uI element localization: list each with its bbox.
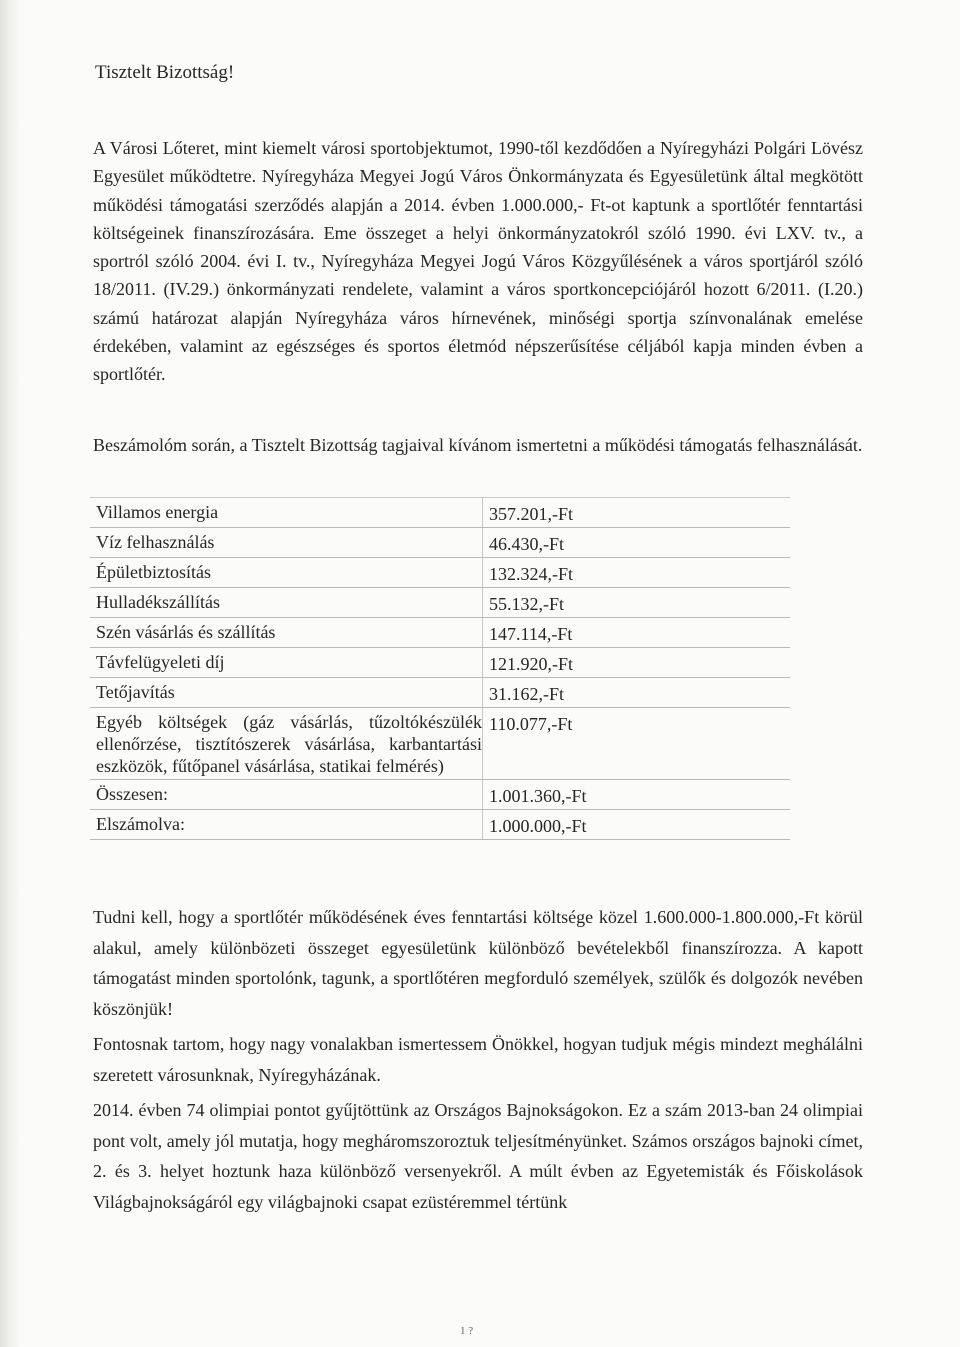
page-number: 1 ? [460,1325,474,1337]
cost-row [90,678,790,708]
cost-item: Egyéb költségek (gáz vásárlás, tűzoltókészülék ellenőrzése, tisztítószerek vásárlása, karbantartási eszközök, fűtőpanel vásárlása, statikai felmérés) [96,712,482,776]
settled-label: Elszámolva: [96,814,185,834]
cost-amount: 132.324,-Ft [482,558,573,587]
total-label: Összesen: [96,784,168,804]
settled-amount: 1.000.000,-Ft [482,810,587,839]
report-paragraph: Beszámolóm során, a Tisztelt Bizottság tagjaival kívánom ismertetni a működési támogatás felhasználását. [93,435,863,455]
closing-paragraph: 2014. évben 74 olimpiai pontot gyűjtöttünk az Országos Bajnokságokon. Ez a szám 2013-ban 24 olimpiai pont volt, amely jól mutatja, hogy megháromszoroztuk teljesítményünket. Számos országos bajnoki címet, 2. és 3. helyet hoztunk haza különböző versenyekről. A múlt évben az Egyetemisták és Főiskolások Világbajnokságáról egy világbajnoki csapat ezüstéremmel tértünk [93,1100,863,1212]
cost-table [90,497,790,840]
cost-amount: 121.920,-Ft [482,648,573,677]
intro-paragraph: A Városi Lőteret, mint kiemelt városi sportobjektumot, 1990-től kezdődően a Nyíregyházi Polgári Lövész Egyesület működtetre. Nyíregyháza Megyei Jogú Város Önkormányzata és Egyesületünk által megkötött működési támogatási szerződés alapján a 2014. évben 1.000.000,- Ft-ot kaptunk a sportlőtér fenntartási költségeinek finanszírozására. Eme összeget a helyi önkormányzatokról szóló 1990. évi LXV. tv., a sportról szóló 2004. évi I. tv., Nyíregyháza Megyei Jogú Város Közgyűlésének a város sportjáról szóló 18/2011. (IV.29.) önkormányzati rendelete, valamint a város sportkoncepciójáról hozott 6/2011. (I.20.) számú határozat alapján Nyíregyháza város hírnevének, minőségi sportja színvonalának emelése érdekében, valamint az egészséges és sportos életmód népszerűsítése céljából kapja minden évben a sportlőtér. [93,138,863,385]
cost-amount: 147.114,-Ft [482,618,572,647]
cost-row [90,618,790,648]
cost-item: Tetőjavítás [96,682,175,702]
cost-row [90,588,790,618]
cost-amount: 357.201,-Ft [482,498,573,527]
cost-item: Villamos energia [96,502,219,522]
cost-item: Szén vásárlás és szállítás [96,622,276,642]
cost-item: Épületbiztosítás [96,562,211,582]
cost-amount: 110.077,-Ft [482,708,572,779]
cost-row [90,528,790,558]
cost-row [90,558,790,588]
total-amount: 1.001.360,-Ft [482,780,587,809]
cost-row [90,497,790,528]
total-row [90,780,790,810]
scan-shadow [0,0,22,1347]
cost-item: Víz felhasználás [96,532,215,552]
closing-paragraph: Tudni kell, hogy a sportlőtér működésének éves fenntartási költsége közel 1.600.000-1.800.000,-Ft körül alakul, amely különbözeti összeget egyesületünk különböző bevételekből finanszírozza. A kapott támogatást minden sportolónk, tagunk, a sportlőtéren megforduló személyek, szülők és dolgozók nevében köszönjük! [93,907,863,1019]
settled-row [90,810,790,840]
closing-paragraph: Fontosnak tartom, hogy nagy vonalakban ismertessem Önökkel, hogyan tudjuk mégis mindezt meghálálni szeretett városunknak, Nyíregyházának. [93,1034,863,1085]
cost-amount: 55.132,-Ft [482,588,564,617]
cost-item: Hulladékszállítás [96,592,220,612]
greeting: Tisztelt Bizottság! [95,62,235,83]
cost-row [90,708,790,780]
cost-item: Távfelügyeleti díj [96,652,225,672]
cost-row [90,648,790,678]
cost-amount: 46.430,-Ft [482,528,564,557]
cost-amount: 31.162,-Ft [482,678,564,707]
closing-section [93,902,863,1222]
